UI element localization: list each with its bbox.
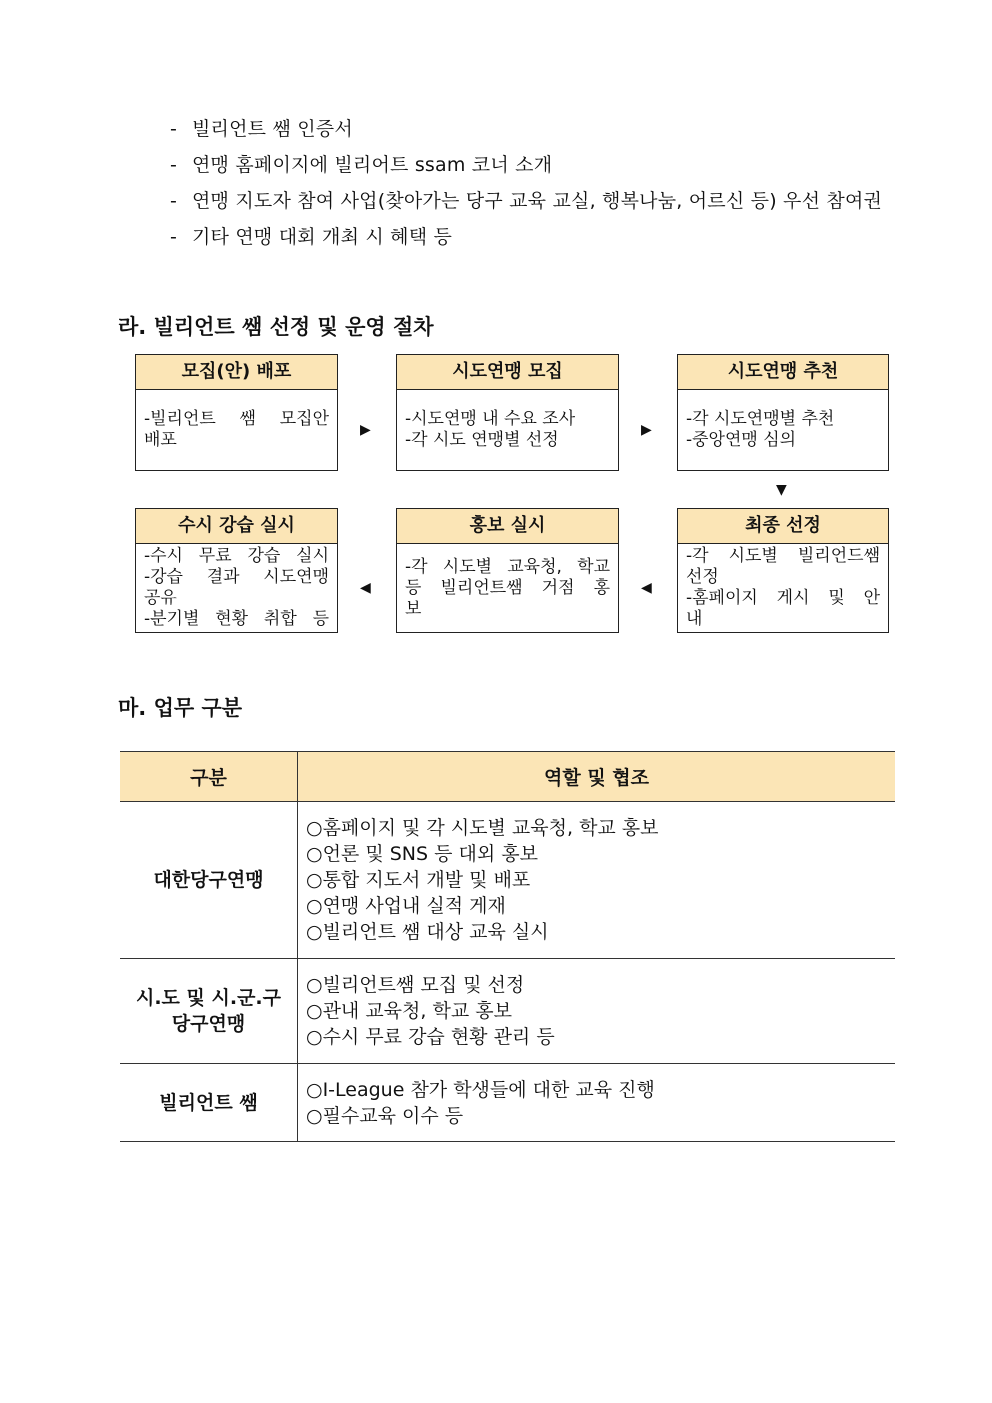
section-heading-duties: 마. 업무 구분 xyxy=(118,696,243,720)
org-name: 대한당구연맹 xyxy=(153,869,264,891)
flow-step-line: -각 시도 연맹별 선정 xyxy=(405,430,559,450)
flow-step-line: -수시 무료 강습 실시 xyxy=(144,546,329,566)
left-arrow-icon: ◀ xyxy=(360,580,371,596)
flow-step-title: 시도연맹 추천 xyxy=(678,355,888,390)
org-cell xyxy=(120,959,298,1064)
table-row xyxy=(120,1064,895,1142)
flow-step-promotion xyxy=(396,508,619,633)
org-cell xyxy=(120,802,298,959)
flow-step-line: 공유 xyxy=(144,588,177,608)
role-item: ○관내 교육청, 학교 홍보 xyxy=(306,1000,512,1022)
org-name: 빌리언트 쌤 xyxy=(159,1091,258,1114)
down-arrow-icon: ▼ xyxy=(776,482,787,498)
list-item: - 기타 연맹 대회 개최 시 혜택 등 xyxy=(170,226,453,248)
flow-step-title: 시도연맹 모집 xyxy=(397,355,618,390)
flow-step-title: 수시 강습 실시 xyxy=(136,509,337,544)
role-item: ○I-League 참가 학생들에 대한 교육 진행 xyxy=(306,1078,655,1101)
role-item: ○필수교육 이수 등 xyxy=(306,1104,464,1127)
flow-step-line: -시도연맹 내 수요 조사 xyxy=(405,409,576,429)
list-item: - 빌리언트 쌤 인증서 xyxy=(170,118,353,140)
org-cell xyxy=(120,1064,298,1142)
org-name: 당구연맹 xyxy=(171,1013,246,1035)
flow-step-line: 내 xyxy=(686,609,703,629)
flow-step-line: 등 빌리언트쌤 거점 홍 xyxy=(405,577,610,598)
table-row xyxy=(120,959,895,1064)
flow-step-line: 배포 xyxy=(144,430,177,450)
role-item: ○수시 무료 강습 현황 관리 등 xyxy=(306,1026,555,1048)
role-item: ○홈페이지 및 각 시도별 교육청, 학교 홍보 xyxy=(306,817,659,839)
flow-step-final-select xyxy=(677,508,889,633)
role-item: ○통합 지도서 개발 및 배포 xyxy=(306,869,531,891)
flow-step-line: -홈페이지 게시 및 안 xyxy=(686,588,880,608)
flow-step-line: 선정 xyxy=(686,567,719,587)
list-item: - 연맹 홈페이지에 빌리어트 ssam 코너 소개 xyxy=(170,154,553,176)
flow-step-title: 홍보 실시 xyxy=(397,509,618,544)
roles-cell xyxy=(298,802,896,959)
duties-table xyxy=(120,751,895,1142)
flow-step-line: -강습 결과 시도연맹 xyxy=(144,567,329,587)
flow-step-recruit-notice xyxy=(135,354,338,471)
flow-step-title: 최종 선정 xyxy=(678,509,888,544)
list-item: - 연맹 지도자 참여 사업(찾아가는 당구 교육 교실, 행복나눔, 어르신 등) 우선 참여권 xyxy=(170,190,883,212)
right-arrow-icon: ▶ xyxy=(641,422,652,438)
flow-step-city-recommend xyxy=(677,354,889,471)
flow-step-line: -각 시도별 빌리언드쌤 xyxy=(686,546,880,566)
benefits-list xyxy=(170,114,882,258)
table-header-row xyxy=(120,752,895,802)
flow-step-lessons xyxy=(135,508,338,633)
flow-step-title: 모집(안) 배포 xyxy=(136,355,337,390)
flow-step-line: -중앙연맹 심의 xyxy=(686,430,797,450)
flow-step-city-recruit xyxy=(396,354,619,471)
roles-cell xyxy=(298,959,896,1064)
org-name: 시.도 및 시.군.구 xyxy=(135,987,281,1009)
role-item: ○언론 및 SNS 등 대외 홍보 xyxy=(306,843,538,865)
flow-step-line: -각 시도연맹별 추천 xyxy=(686,409,835,429)
column-header-roles: 역할 및 협조 xyxy=(298,752,896,802)
left-arrow-icon: ◀ xyxy=(641,580,652,596)
role-item: ○빌리언트 쌤 대상 교육 실시 xyxy=(306,921,549,943)
flow-step-line: -분기별 현황 취합 등 xyxy=(144,609,329,629)
roles-cell xyxy=(298,1064,896,1142)
flow-step-line: 보 xyxy=(405,598,422,619)
flow-step-line: -각 시도별 교육청, 학교 xyxy=(405,556,610,577)
section-heading-procedure: 라. 빌리언트 쌤 선정 및 운영 절차 xyxy=(118,315,434,339)
column-header-category: 구분 xyxy=(120,752,298,802)
flow-step-line: -빌리언트 쌤 모집안 xyxy=(144,409,329,429)
role-item: ○빌리언트쌤 모집 및 선정 xyxy=(306,974,525,996)
role-item: ○연맹 사업내 실적 게재 xyxy=(306,895,506,917)
table-row xyxy=(120,802,895,959)
right-arrow-icon: ▶ xyxy=(360,422,371,438)
